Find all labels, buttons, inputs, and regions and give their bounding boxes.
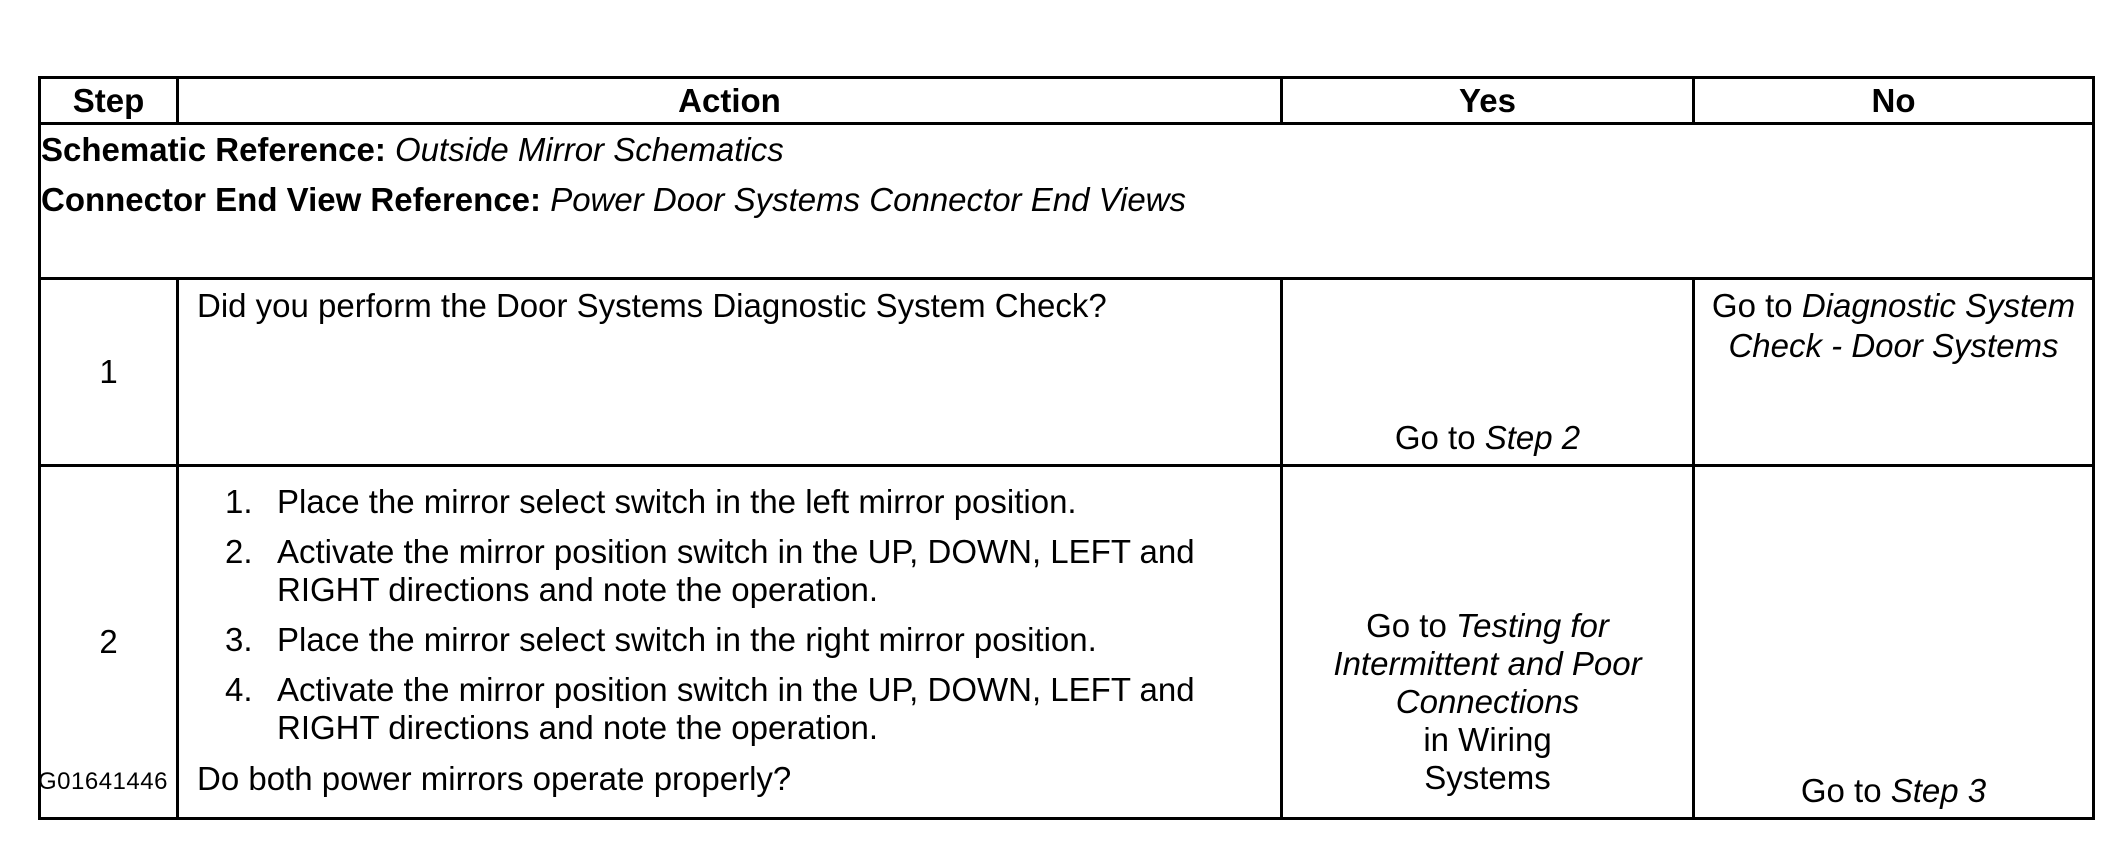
list-item-number: 2.: [225, 533, 253, 570]
list-item: [225, 621, 1264, 659]
no-link[interactable]: Diagnostic System Check - Door Systems: [1728, 287, 2076, 364]
list-item-number: 3.: [225, 621, 253, 658]
header-action: Action: [178, 78, 1282, 124]
action-cell: [178, 279, 1282, 466]
schematic-reference: [41, 125, 2092, 175]
step-number: 1: [40, 279, 178, 466]
list-item: [225, 483, 1264, 521]
connector-reference-link[interactable]: Power Door Systems Connector End Views: [550, 181, 1187, 218]
diagnostic-table: [38, 76, 2095, 820]
no-cell: [1694, 279, 2094, 466]
action-text: Did you perform the Door Systems Diagnostic System Check?: [197, 287, 1107, 324]
yes-link[interactable]: Step 2: [1484, 419, 1581, 456]
yes-suffix: in Wiring Systems: [1423, 721, 1552, 796]
no-cell: [1694, 466, 2094, 819]
yes-link[interactable]: Testing for Intermittent and Poor Connections: [1333, 607, 1642, 720]
yes-cell: [1282, 279, 1694, 466]
list-item-text: Activate the mirror position switch in the UP, DOWN, LEFT and RIGHT directions and note the operation.: [277, 671, 1195, 746]
connector-reference-label: Connector End View Reference:: [41, 181, 542, 218]
list-item-text: Place the mirror select switch in the right mirror position.: [277, 621, 1097, 658]
yes-prefix: Go to: [1366, 607, 1456, 644]
no-prefix: Go to: [1711, 287, 1802, 324]
no-link[interactable]: Step 3: [1890, 772, 1987, 809]
figure-code: G01641446: [38, 768, 168, 795]
connector-reference: [41, 175, 2092, 225]
list-item: [225, 671, 1264, 747]
list-item: [225, 533, 1264, 609]
action-question: Do both power mirrors operate properly?: [197, 760, 792, 797]
header-no: No: [1694, 78, 2094, 124]
table-row: [40, 279, 2094, 466]
header-step: Step: [40, 78, 178, 124]
table-header-row: [40, 78, 2094, 124]
schematic-reference-link[interactable]: Outside Mirror Schematics: [395, 131, 784, 168]
reference-row: [40, 124, 2094, 279]
list-item-number: 4.: [225, 671, 253, 708]
step-number: 2: [40, 466, 178, 819]
header-yes: Yes: [1282, 78, 1694, 124]
list-item-text: Place the mirror select switch in the left mirror position.: [277, 483, 1077, 520]
action-steps-list: [197, 483, 1264, 747]
list-item-number: 1.: [225, 483, 253, 520]
table-row: [40, 466, 2094, 819]
schematic-reference-label: Schematic Reference:: [41, 131, 386, 168]
list-item-text: Activate the mirror position switch in the UP, DOWN, LEFT and RIGHT directions and note the operation.: [277, 533, 1195, 608]
action-cell: [178, 466, 1282, 819]
reference-cell: [40, 124, 2094, 279]
no-prefix: Go to: [1800, 772, 1891, 809]
yes-prefix: Go to: [1394, 419, 1485, 456]
yes-cell: [1282, 466, 1694, 819]
